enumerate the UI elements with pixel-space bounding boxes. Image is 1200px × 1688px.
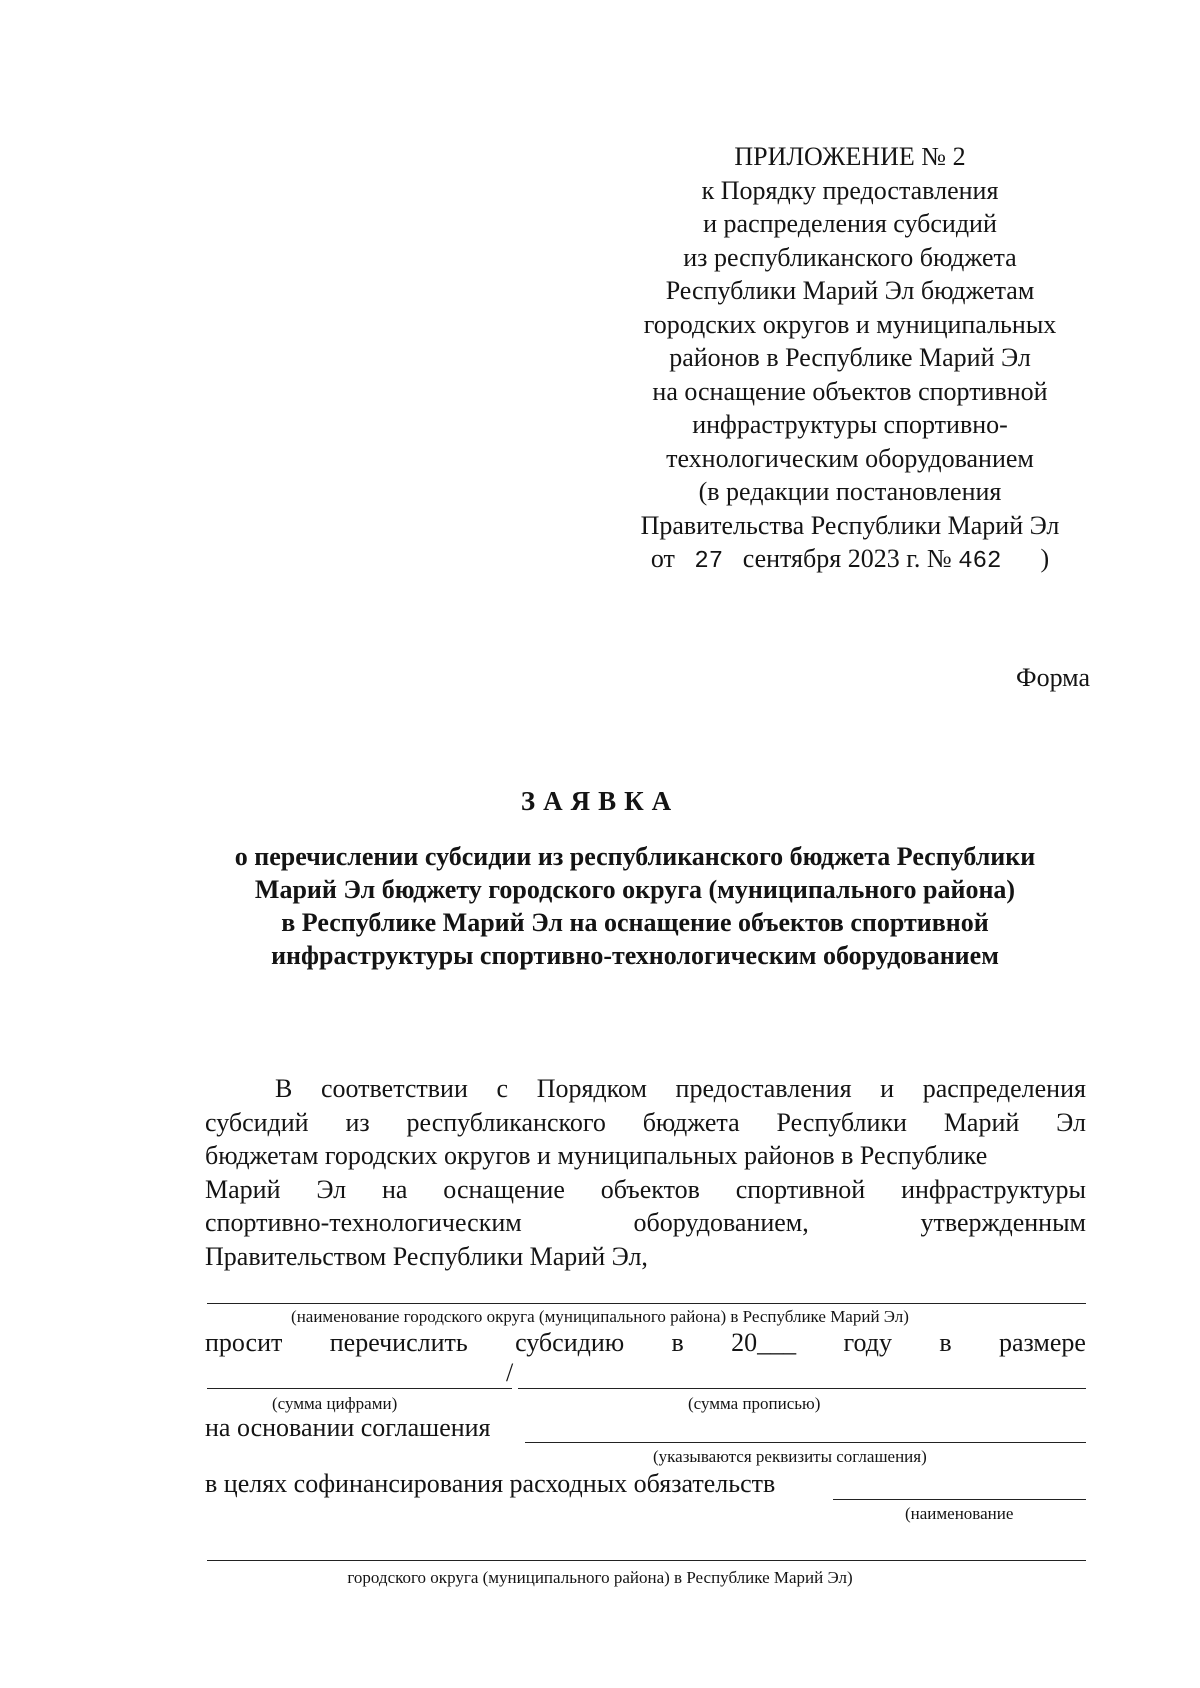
date-prefix: от [650,544,675,573]
word: объектов [600,1174,700,1204]
appendix-line: районов в Республике Марий Эл [669,343,1031,372]
word: субсидию [515,1328,625,1357]
date-day: 27 [694,548,724,575]
amount-words-blank[interactable] [518,1388,1086,1389]
word: году [843,1328,892,1357]
final-caption: городского округа (муниципального района) в Республике Марий Эл) [347,1568,853,1587]
subtitle-line: Марий Эл бюджету городского округа (муниципального района) [254,875,1016,904]
subtitle-line: о перечислении субсидии из республиканского бюджета Республики [234,842,1036,871]
word: субсидий [205,1107,309,1137]
word: и [880,1074,895,1103]
word: бюджета [642,1107,740,1137]
word: размере [998,1328,1086,1357]
word: на [381,1174,408,1204]
word: утвержденным [920,1208,1086,1237]
word: Марий [943,1107,1020,1137]
word: в [939,1328,952,1357]
date-suffix: ) [1040,544,1050,573]
appendix-line: ПРИЛОЖЕНИЕ № 2 [734,142,966,171]
date-text: сентября 2023 г. № [742,544,952,573]
agreement-caption: (указываются реквизиты соглашения) [653,1447,927,1466]
word: просит [205,1328,283,1357]
amount-words-caption: (сумма прописью) [688,1394,821,1413]
word: в [671,1328,684,1357]
word: из [345,1107,370,1137]
word: оборудованием, [633,1208,809,1237]
word: В [275,1074,293,1103]
municipality-blank[interactable] [207,1303,1086,1304]
word: республиканского [406,1107,606,1137]
year-blank[interactable]: 20___ [731,1328,797,1357]
body-line [205,1106,1086,1140]
appendix-line: городских округов и муниципальных [643,309,1057,339]
word: распределения [922,1074,1086,1103]
word: оснащение [443,1174,565,1204]
word: предоставления [675,1074,852,1103]
word: инфраструктуры [901,1174,1086,1204]
subtitle-line: инфраструктуры спортивно-технологическим оборудованием [271,941,999,970]
form-label: Форма [1016,663,1090,692]
naming-caption: (наименование [905,1504,1014,1523]
appendix-line: (в редакции постановления [698,477,1002,506]
word: Марий [205,1174,281,1204]
body-line: Правительством Республики Марий Эл, [205,1241,648,1271]
appendix-date-line [600,542,1100,579]
appendix-line: и распределения субсидий [703,209,997,238]
document-title: ЗАЯВКА [520,786,680,816]
final-blank[interactable] [207,1560,1086,1561]
word: перечислить [329,1328,468,1357]
appendix-line: Правительства Республики Марий Эл [640,510,1060,540]
body-line: бюджетам городских округов и муниципальных районов в Республике [205,1141,988,1170]
amount-digits-caption: (сумма цифрами) [272,1394,398,1413]
appendix-line: Республики Марий Эл бюджетам [665,276,1035,305]
appendix-line: технологическим оборудованием [666,443,1034,473]
word: спортивно-технологическим [205,1208,522,1237]
appendix-line: на оснащение объектов спортивной [652,376,1048,406]
word: Порядком [536,1074,647,1103]
body-line [205,1072,1086,1106]
body-paragraph [205,1072,1086,1273]
agreement-label: на основании соглашения [205,1413,491,1442]
body-line [205,1206,1086,1240]
word: Республики [776,1107,907,1137]
appendix-line: инфраструктуры спортивно- [692,410,1008,439]
appendix-block [600,140,1100,579]
subtitle-line: в Республике Марий Эл на оснащение объектов спортивной [281,908,989,937]
appendix-line: к Порядку предоставления [701,175,999,205]
agreement-blank[interactable] [525,1442,1086,1443]
request-line [205,1328,1086,1358]
word: с [496,1074,509,1103]
body-line [205,1173,1086,1207]
amount-separator: / [506,1358,514,1387]
cofinancing-blank[interactable] [833,1499,1086,1500]
word: Эл [1056,1107,1086,1137]
word: спортивной [735,1174,866,1204]
cofinancing-label: в целях софинансирования расходных обязательств [205,1469,776,1498]
municipality-caption: (наименование городского округа (муниципального района) в Республике Марий Эл) [291,1307,909,1326]
amount-digits-blank[interactable] [207,1388,512,1389]
document-subtitle [180,840,1090,972]
word: соответствии [320,1074,468,1103]
date-number: 462 [958,548,1002,575]
word: Эл [316,1174,347,1204]
appendix-line: из республиканского бюджета [683,242,1017,272]
